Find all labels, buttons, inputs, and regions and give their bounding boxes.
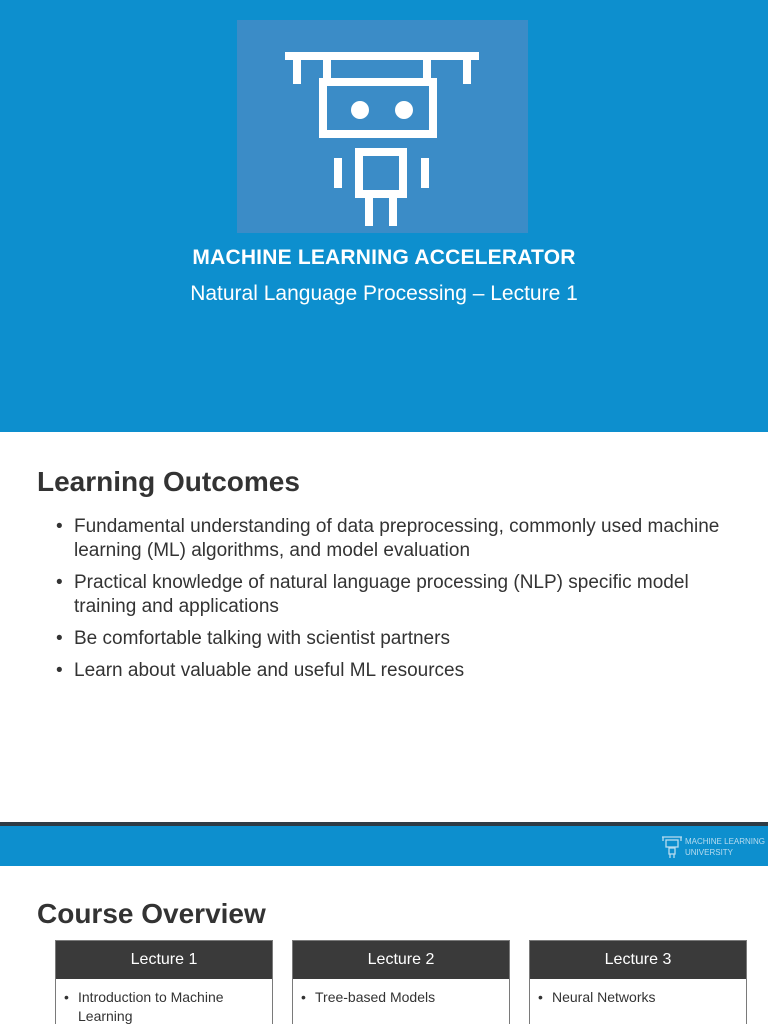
bullet: • xyxy=(538,989,543,1005)
lecture-card-body xyxy=(56,979,272,1026)
list-item: • Learn about valuable and useful ML resources xyxy=(56,659,746,683)
deck-subtitle: Natural Language Processing – Lecture 1 xyxy=(190,282,578,305)
footer-band xyxy=(0,826,768,866)
lecture-card-title: Lecture 1 xyxy=(56,941,272,979)
learning-outcomes-heading: Learning Outcomes xyxy=(37,466,300,497)
footer-logo-text xyxy=(685,836,765,858)
bullet: • xyxy=(64,989,69,1005)
lecture-card xyxy=(55,940,273,1024)
list-item: • Fundamental understanding of data preprocessing, commonly used machine learning (ML) algorithms, and model evaluation xyxy=(56,515,746,563)
lecture-card-body xyxy=(293,979,509,1007)
list-item: • Practical knowledge of natural language processing (NLP) specific model training and applications xyxy=(56,571,746,619)
robot-icon xyxy=(661,834,683,860)
lecture-card-title: Lecture 3 xyxy=(530,941,746,979)
title-slide xyxy=(0,0,768,432)
logo-box xyxy=(237,20,528,233)
lecture-card xyxy=(292,940,510,1024)
footer-logo-line1: MACHINE LEARNING xyxy=(685,837,766,846)
list-item: • Be comfortable talking with scientist partners xyxy=(56,627,746,651)
lecture-topic: Neural Networks xyxy=(552,989,656,1005)
course-overview-heading: Course Overview xyxy=(37,898,266,929)
footer-logo xyxy=(661,834,766,860)
lecture-topic: Introduction to Machine Learning xyxy=(78,989,224,1024)
robot-icon xyxy=(237,20,528,233)
lecture-card-title: Lecture 2 xyxy=(293,941,509,979)
lecture-card xyxy=(529,940,747,1024)
footer-logo-line2: UNIVERSITY xyxy=(685,848,734,857)
lecture-topic: Tree-based Models xyxy=(315,989,436,1005)
deck-title: MACHINE LEARNING ACCELERATOR xyxy=(192,246,576,269)
learning-outcomes-list xyxy=(56,515,746,691)
lecture-card-body xyxy=(530,979,746,1007)
bullet: • xyxy=(301,989,306,1005)
